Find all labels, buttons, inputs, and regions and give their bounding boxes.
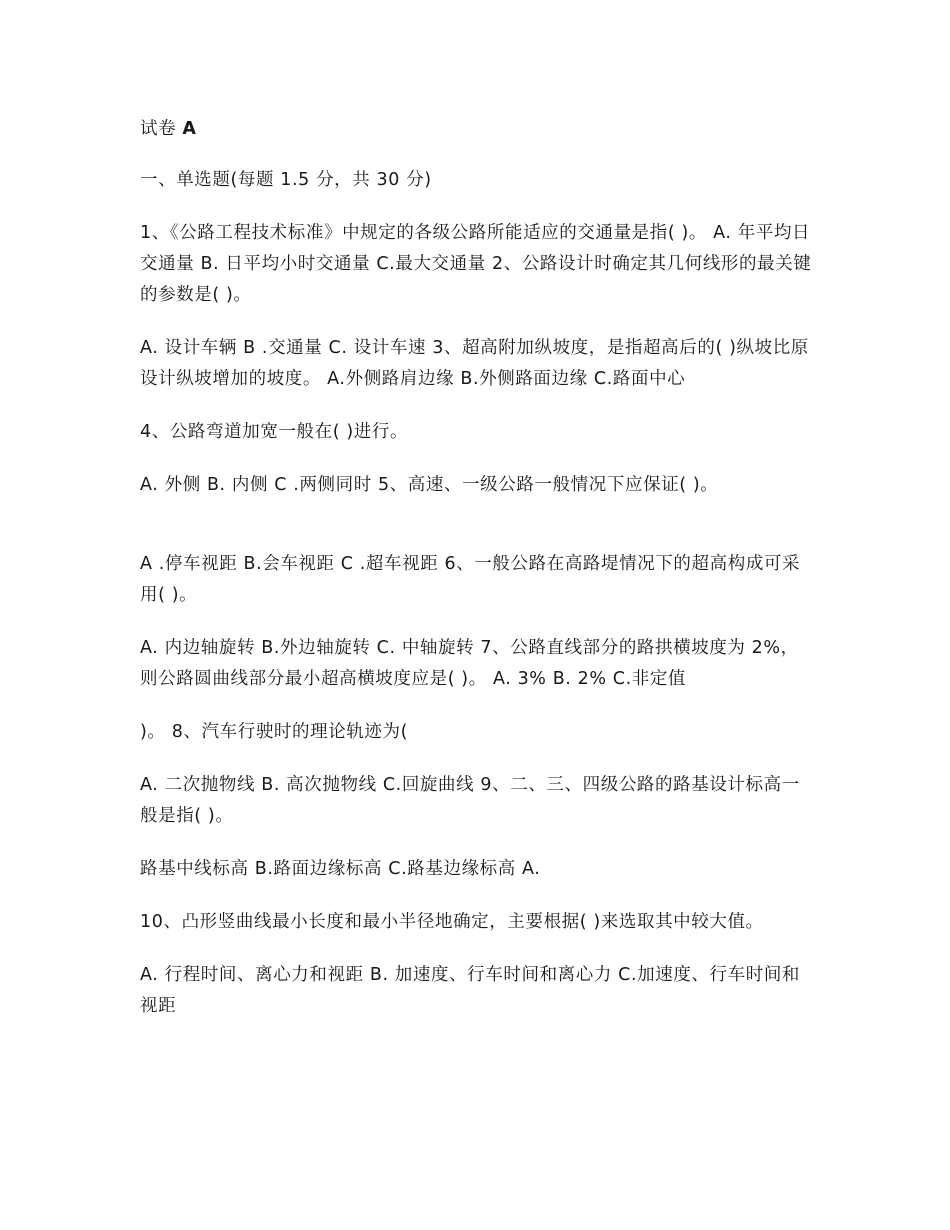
section-heading: 一、单选题(每题 1.5 分，共 30 分) [140,170,432,190]
question-paragraph: )。 8、汽车行驶时的理论轨迹为( [140,722,409,742]
question-paragraph: A. 设计车辆 B .交通量 C. 设计车速 3、超高附加纵坡度，是指超高后的( )纵坡比原设计纵坡增加的坡度。 A.外侧路肩边缘 B.外侧路面边缘 C.路面中心 [140,338,809,389]
question-paragraph: 1、《公路工程技术标准》中规定的各级公路所能适应的交通量是指( )。 A. 年平均日交通量 B. 日平均小时交通量 C.最大交通量 2、公路设计时确定其几何线形的最关键的参数是( )。 [140,223,812,305]
question-paragraph: A. 内边轴旋转 B.外边轴旋转 C. 中轴旋转 7、公路直线部分的路拱横坡度为 2%，则公路圆曲线部分最小超高横坡度应是( )。 A. 3% B. 2% C.非定值 [140,638,799,689]
document-title [140,114,812,145]
question-paragraph: 10、凸形竖曲线最小长度和最小半径地确定，主要根据( )来选取其中较大值。 [140,912,764,932]
question-paragraph: A .停车视距 B.会车视距 C .超车视距 6、一般公路在高路堤情况下的超高构成可采用( )。 [140,554,801,605]
title-prefix: 试卷 [140,119,177,139]
question-paragraph: A. 外侧 B. 内侧 C .两侧同时 5、高速、一级公路一般情况下应保证( )。 [140,475,719,495]
question-paragraph: A. 行程时间、离心力和视距 B. 加速度、行车时间和离心力 C.加速度、行车时间和视距 [140,965,801,1016]
document-page [140,114,812,1022]
question-paragraph: 路基中线标高 B.路面边缘标高 C.路基边缘标高 A. [140,859,541,879]
question-paragraph: A. 二次抛物线 B. 高次抛物线 C.回旋曲线 9、二、三、四级公路的路基设计标高一般是指( )。 [140,775,800,826]
question-paragraph: 4、公路弯道加宽一般在( )进行。 [140,422,409,442]
title-bold-letter: A [182,119,197,139]
